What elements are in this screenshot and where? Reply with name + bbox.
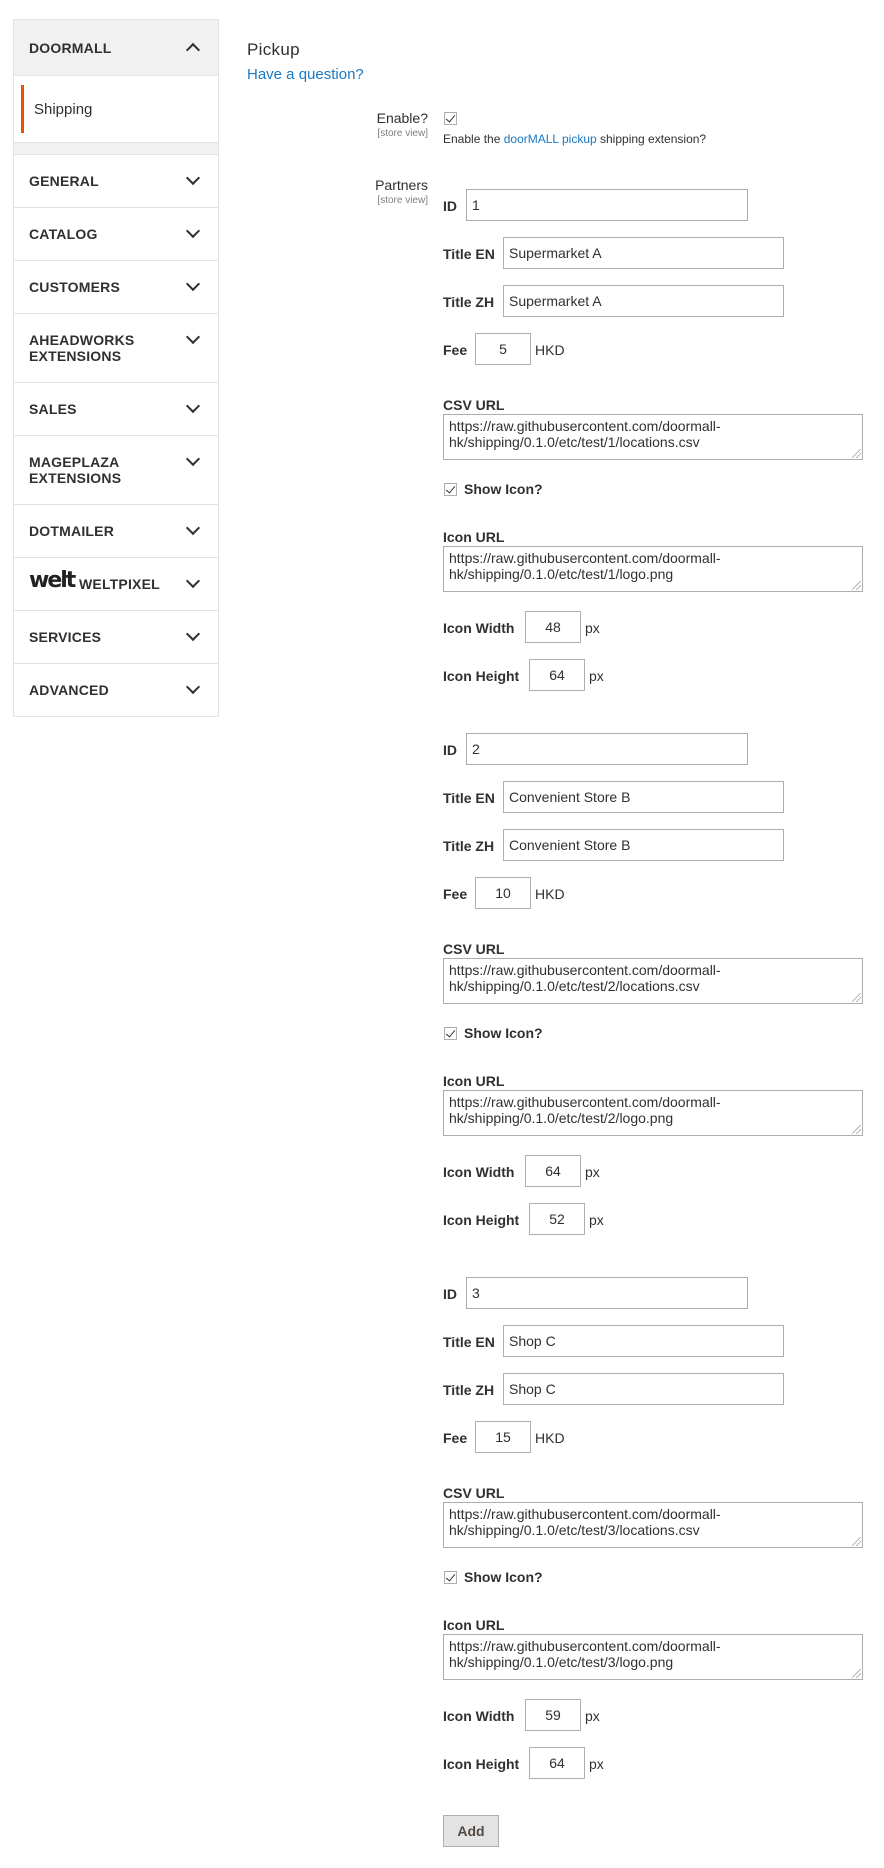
title-en-input[interactable]: Supermarket A (503, 237, 784, 269)
partner-id-input[interactable]: 3 (466, 1277, 748, 1309)
title-zh-input[interactable]: Convenient Store B (503, 829, 784, 861)
sidebar-section-label: AHEADWORKS EXTENSIONS (29, 332, 135, 364)
sidebar-section-services[interactable] (14, 611, 218, 664)
chevron-down-icon (186, 399, 200, 413)
sidebar-divider (14, 143, 218, 155)
partner-id-input[interactable]: 2 (466, 733, 748, 765)
icon-url-textarea[interactable] (443, 1090, 863, 1136)
chevron-up-icon (186, 43, 200, 57)
sidebar-section-label: DOORMALL (29, 40, 112, 56)
id-label: ID (443, 198, 457, 214)
icon-height-label: Icon Height (443, 1756, 520, 1772)
icon-height-label: Icon Height (443, 1212, 520, 1228)
csv-url-line: https://raw.githubusercontent.com/doormall- (449, 962, 721, 978)
add-partner-button[interactable]: Add (443, 1815, 499, 1847)
chevron-down-icon (186, 224, 200, 238)
csv-url-line: hk/shipping/0.1.0/etc/test/2/locations.csv (449, 978, 700, 994)
px-unit: px (589, 668, 604, 684)
csv-url-line: https://raw.githubusercontent.com/doormall- (449, 418, 721, 434)
sidebar-item-shipping[interactable] (21, 85, 218, 133)
icon-url-textarea[interactable] (443, 546, 863, 592)
px-unit: px (589, 1756, 604, 1772)
csv-url-label: CSV URL (443, 1485, 505, 1501)
show-icon-label: Show Icon? (464, 1569, 543, 1585)
sidebar-subsection (14, 76, 218, 143)
sidebar-section-mageplaza-extensions[interactable] (14, 436, 218, 505)
show-icon-label: Show Icon? (464, 1025, 543, 1041)
id-label: ID (443, 1286, 457, 1302)
icon-width-label: Icon Width (443, 1708, 515, 1724)
sidebar-section-catalog[interactable] (14, 208, 218, 261)
icon-url-label: Icon URL (443, 1617, 505, 1633)
chevron-down-icon (186, 330, 200, 344)
sidebar-section-sales[interactable] (14, 383, 218, 436)
csv-url-line: https://raw.githubusercontent.com/doormall- (449, 1506, 721, 1522)
icon-url-line: hk/shipping/0.1.0/etc/test/2/logo.png (449, 1110, 674, 1126)
sidebar-section-general[interactable] (14, 155, 218, 208)
fee-input[interactable]: 10 (475, 877, 531, 909)
resize-grip-icon[interactable] (852, 993, 861, 1002)
chevron-down-icon (186, 452, 200, 466)
px-unit: px (585, 1164, 600, 1180)
fee-unit: HKD (535, 342, 565, 358)
sidebar-section-advanced[interactable] (14, 664, 218, 716)
icon-url-textarea[interactable] (443, 1634, 863, 1680)
sidebar-section-label: SALES (29, 401, 77, 417)
show-icon-checkbox[interactable] (444, 1571, 457, 1584)
title-en-input[interactable]: Shop C (503, 1325, 784, 1357)
icon-url-label: Icon URL (443, 529, 505, 545)
sidebar-section-label: GENERAL (29, 173, 99, 189)
sidebar-section-label: CATALOG (29, 226, 98, 242)
fee-label: Fee (443, 342, 468, 358)
resize-grip-icon[interactable] (852, 1125, 861, 1134)
fee-unit: HKD (535, 886, 565, 902)
resize-grip-icon[interactable] (852, 1537, 861, 1546)
icon-url-line: hk/shipping/0.1.0/etc/test/1/logo.png (449, 566, 674, 582)
px-unit: px (585, 620, 600, 636)
title-en-label: Title EN (443, 790, 495, 806)
icon-url-line: https://raw.githubusercontent.com/doormall- (449, 550, 721, 566)
icon-width-label: Icon Width (443, 1164, 515, 1180)
title-zh-input[interactable]: Shop C (503, 1373, 784, 1405)
title-en-label: Title EN (443, 246, 495, 262)
partner-id-input[interactable]: 1 (466, 189, 748, 221)
csv-url-line: hk/shipping/0.1.0/etc/test/3/locations.csv (449, 1522, 700, 1538)
icon-height-label: Icon Height (443, 668, 520, 684)
sidebar-section-label: MAGEPLAZA EXTENSIONS (29, 454, 122, 486)
enable-note: Enable the doorMALL pickup shipping extension? (443, 132, 707, 146)
icon-width-input[interactable]: 48 (525, 611, 581, 643)
sidebar-item-label: Shipping (34, 101, 93, 118)
sidebar-section-customers[interactable] (14, 261, 218, 314)
chevron-down-icon (186, 277, 200, 291)
sidebar-section-doormall[interactable] (14, 20, 218, 76)
chevron-down-icon (186, 680, 200, 694)
px-unit: px (589, 1212, 604, 1228)
show-icon-label: Show Icon? (464, 481, 543, 497)
px-unit: px (585, 1708, 600, 1724)
sidebar-section-aheadworks-extensions[interactable] (14, 314, 218, 383)
partners-label: Partners (375, 177, 428, 193)
icon-width-input[interactable]: 64 (525, 1155, 581, 1187)
csv-url-label: CSV URL (443, 397, 505, 413)
sidebar-section-label: WELTPIXEL (79, 576, 160, 592)
doormall-pickup-link[interactable]: doorMALL pickup (503, 132, 597, 146)
chevron-down-icon (186, 574, 200, 588)
help-link[interactable]: Have a question? (247, 66, 364, 83)
icon-url-line: https://raw.githubusercontent.com/doormall- (449, 1638, 721, 1654)
section-title: Pickup (247, 40, 300, 59)
enable-label: Enable? (376, 110, 428, 126)
sidebar-section-label: SERVICES (29, 629, 102, 645)
icon-height-input[interactable]: 64 (529, 1747, 585, 1779)
id-label: ID (443, 742, 457, 758)
title-zh-label: Title ZH (443, 294, 495, 310)
csv-url-textarea[interactable] (443, 1502, 863, 1548)
csv-url-line: hk/shipping/0.1.0/etc/test/1/locations.csv (449, 434, 700, 450)
enable-checkbox[interactable] (444, 112, 457, 125)
show-icon-checkbox[interactable] (444, 483, 457, 496)
partners-scope: [store view] (377, 195, 428, 206)
title-en-label: Title EN (443, 1334, 495, 1350)
resize-grip-icon[interactable] (852, 581, 861, 590)
fee-label: Fee (443, 886, 468, 902)
icon-height-input[interactable]: 52 (529, 1203, 585, 1235)
icon-width-label: Icon Width (443, 620, 515, 636)
fee-input[interactable]: 5 (475, 333, 531, 365)
resize-grip-icon[interactable] (852, 449, 861, 458)
weltpixel-logo: welt (29, 568, 75, 593)
sidebar-section-label: CUSTOMERS (29, 279, 120, 295)
icon-url-line: https://raw.githubusercontent.com/doormall- (449, 1094, 721, 1110)
fee-unit: HKD (535, 1430, 565, 1446)
fee-input[interactable]: 15 (475, 1421, 531, 1453)
sidebar-section-label: ADVANCED (29, 682, 109, 698)
icon-height-input[interactable]: 64 (529, 659, 585, 691)
enable-scope: [store view] (377, 128, 428, 139)
csv-url-textarea[interactable] (443, 958, 863, 1004)
sidebar-section-weltpixel[interactable] (14, 558, 218, 611)
resize-grip-icon[interactable] (852, 1669, 861, 1678)
csv-url-textarea[interactable] (443, 414, 863, 460)
title-zh-label: Title ZH (443, 838, 495, 854)
chevron-down-icon (186, 521, 200, 535)
icon-url-line: hk/shipping/0.1.0/etc/test/3/logo.png (449, 1654, 674, 1670)
sidebar-section-dotmailer[interactable] (14, 505, 218, 558)
chevron-down-icon (186, 627, 200, 641)
title-zh-label: Title ZH (443, 1382, 495, 1398)
title-en-input[interactable]: Convenient Store B (503, 781, 784, 813)
fee-label: Fee (443, 1430, 468, 1446)
show-icon-checkbox[interactable] (444, 1027, 457, 1040)
icon-url-label: Icon URL (443, 1073, 505, 1089)
chevron-down-icon (186, 171, 200, 185)
config-sidebar (13, 19, 219, 717)
title-zh-input[interactable]: Supermarket A (503, 285, 784, 317)
csv-url-label: CSV URL (443, 941, 505, 957)
sidebar-section-label: DOTMAILER (29, 523, 115, 539)
icon-width-input[interactable]: 59 (525, 1699, 581, 1731)
